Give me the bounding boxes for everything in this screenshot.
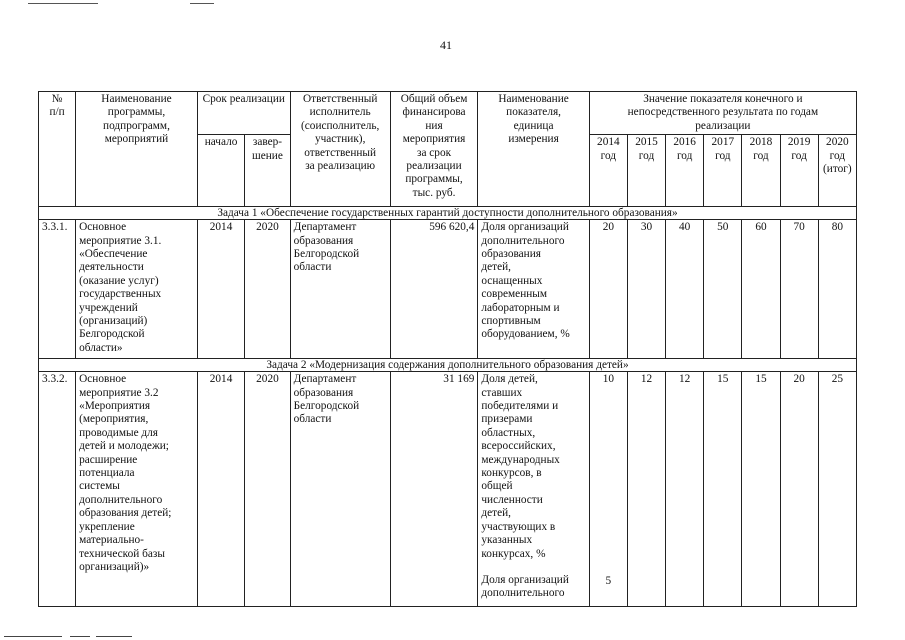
header-year-2019: 2019 год bbox=[780, 135, 818, 207]
spacer bbox=[481, 561, 585, 574]
task-1-heading: Задача 1 «Обеспечение государственных гарантий доступности дополнительного образования» bbox=[39, 207, 857, 220]
program-table bbox=[38, 91, 857, 607]
row-1-value-2019: 70 bbox=[780, 220, 818, 359]
row-1-num: 3.3.1. bbox=[39, 220, 76, 359]
header-end: завер- шение bbox=[245, 135, 290, 207]
scan-artifact-line bbox=[28, 3, 98, 4]
row-1-start: 2014 bbox=[197, 220, 244, 359]
row-2-value-2015: 12 bbox=[627, 372, 665, 607]
row-2-value-2020: 25 bbox=[818, 372, 856, 607]
header-year-2016: 2016 год bbox=[666, 135, 704, 207]
row-1-value-2016: 40 bbox=[666, 220, 704, 359]
scan-artifact-bottom bbox=[0, 634, 905, 640]
row-1-value-2017: 50 bbox=[704, 220, 742, 359]
page-number: 41 bbox=[440, 38, 452, 52]
row-2-responsible: Департамент образования Белгородской области bbox=[290, 372, 390, 607]
header-year-2020: 2020 год (итог) bbox=[818, 135, 856, 207]
header-period: Срок реализации bbox=[197, 92, 290, 135]
task-2-heading: Задача 2 «Модернизация содержания дополнительного образования детей» bbox=[39, 359, 857, 372]
row-2b-value-2014: 5 bbox=[605, 575, 612, 588]
header-funding: Общий объем финансирова ния мероприятия за срок реализации программы, тыс. руб. bbox=[390, 92, 478, 207]
row-1-funding: 596 620,4 bbox=[390, 220, 478, 359]
header-year-2014: 2014 год bbox=[589, 135, 627, 207]
row-2-start: 2014 bbox=[197, 372, 244, 607]
row-2-funding: 31 169 bbox=[390, 372, 478, 607]
scan-artifact-line bbox=[190, 3, 214, 4]
row-2-name: Основное мероприятие 3.2 «Мероприятия (мероприятия, проводимые для детей и молодежи; расширение потенциала системы дополнительного образования детей; укрепление материально- технической базы организаций)» bbox=[76, 372, 198, 607]
row-1-responsible: Департамент образования Белгородской области bbox=[290, 220, 390, 359]
row-1-value-2014: 20 bbox=[589, 220, 627, 359]
row-2-end: 2020 bbox=[245, 372, 290, 607]
row-2-value-2018: 15 bbox=[742, 372, 780, 607]
row-1-value-2018: 60 bbox=[742, 220, 780, 359]
header-year-2018: 2018 год bbox=[742, 135, 780, 207]
row-1-value-2015: 30 bbox=[627, 220, 665, 359]
header-year-2017: 2017 год bbox=[704, 135, 742, 207]
row-2-num: 3.3.2. bbox=[39, 372, 76, 607]
header-values-title: Значение показателя конечного и непосредственного результата по годам реализации bbox=[589, 92, 856, 135]
header-num: № п/п bbox=[39, 92, 76, 207]
row-2-indicator: Доля детей, ставших победителями и призерами областных, всероссийских, международных конкурсов, в общей численности детей, участвующих в указанных конкурсах, % Доля организаций дополнительного bbox=[478, 372, 589, 607]
header-responsible: Ответственный исполнитель (соисполнитель, участник), ответственный за реализацию bbox=[290, 92, 390, 207]
row-2-value-2019: 20 bbox=[780, 372, 818, 607]
header-start: начало bbox=[197, 135, 244, 207]
row-1-indicator: Доля организаций дополнительного образования детей, оснащенных современным лабораторным и спортивным оборудованием, % bbox=[478, 220, 589, 359]
row-1-name: Основное мероприятие 3.1. «Обеспечение деятельности (оказание услуг) государственных учреждений (организаций) Белгородской области» bbox=[76, 220, 198, 359]
row-1-value-2020: 80 bbox=[818, 220, 856, 359]
row-2-value-2017: 15 bbox=[704, 372, 742, 607]
row-2-value-2016: 12 bbox=[666, 372, 704, 607]
header-year-2015: 2015 год bbox=[627, 135, 665, 207]
header-indicator: Наименование показателя, единица измерения bbox=[478, 92, 589, 207]
header-name: Наименование программы, подпрограмм, мероприятий bbox=[76, 92, 198, 207]
row-2-value-2014: 10 5 bbox=[589, 372, 627, 607]
row-1-end: 2020 bbox=[245, 220, 290, 359]
